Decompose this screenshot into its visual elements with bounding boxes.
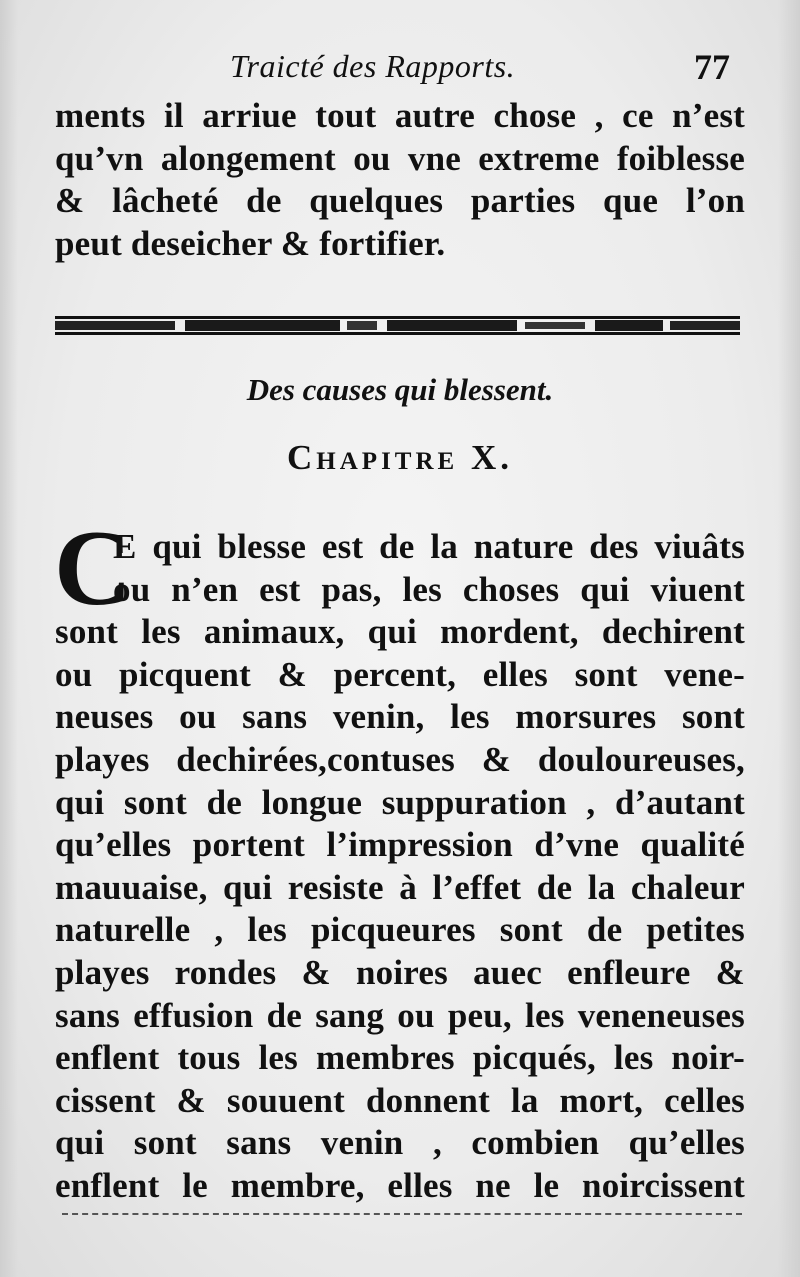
chapter-heading: Chapitre X. — [287, 438, 513, 477]
continued-paragraph — [55, 95, 745, 265]
drop-cap: C — [54, 509, 132, 628]
text-line: enflent tous les membres picqués, les noir- — [55, 1038, 745, 1078]
text-line: neuses ou sans venin, les morsures sont — [55, 697, 745, 737]
text-line: peut deseicher & fortifier. — [55, 223, 446, 263]
footer-rule — [62, 1213, 742, 1219]
text-line: cissent & souuent donnent la mort, celles — [55, 1080, 745, 1120]
text-line: playes rondes & noires auec enfleure & — [55, 952, 745, 992]
text-line: qui sont sans venin , combien qu’elles — [55, 1123, 745, 1163]
text-line: mauuaise, qui resiste à l’effet de la chaleur — [55, 867, 745, 907]
text-line: qu’vn alongement ou vne extreme foiblesse — [55, 138, 745, 178]
page-shadow-left — [0, 0, 18, 1277]
running-head — [0, 42, 800, 92]
text-line: ou picquent & percent, elles sont vene- — [55, 654, 745, 694]
text-line: qu’elles portent l’impression d’vne qualité — [55, 825, 745, 865]
page-number: 77 — [694, 47, 730, 87]
text-line: naturelle , les picqueures sont de petites — [55, 910, 745, 950]
text-line: & lâcheté de quelques parties que l’on — [55, 181, 745, 221]
text-line: qui sont de longue suppuration , d’autant — [55, 782, 745, 822]
page-shadow-right — [778, 0, 800, 1277]
text-line: enflent le membre, elles ne le noircissent — [55, 1165, 745, 1205]
text-line: playes dechirées,contuses & douloureuses, — [55, 739, 745, 779]
text-line: sont les animaux, qui mordent, dechirent — [55, 612, 745, 652]
chapter-paragraph — [54, 509, 745, 1208]
text-line: sans effusion de sang ou peu, les veneneuses — [55, 995, 745, 1035]
text-line: E qui blesse est de la nature des viuâts — [113, 527, 745, 566]
section-title: Des causes qui blessent. — [246, 372, 554, 407]
text-line: ments il arriue tout autre chose , ce n’est — [55, 96, 745, 135]
running-title: Traicté des Rapports. — [230, 48, 516, 84]
text-line: ou n’en est pas, les choses qui viuent — [113, 569, 745, 609]
ornamental-rule — [55, 312, 740, 340]
